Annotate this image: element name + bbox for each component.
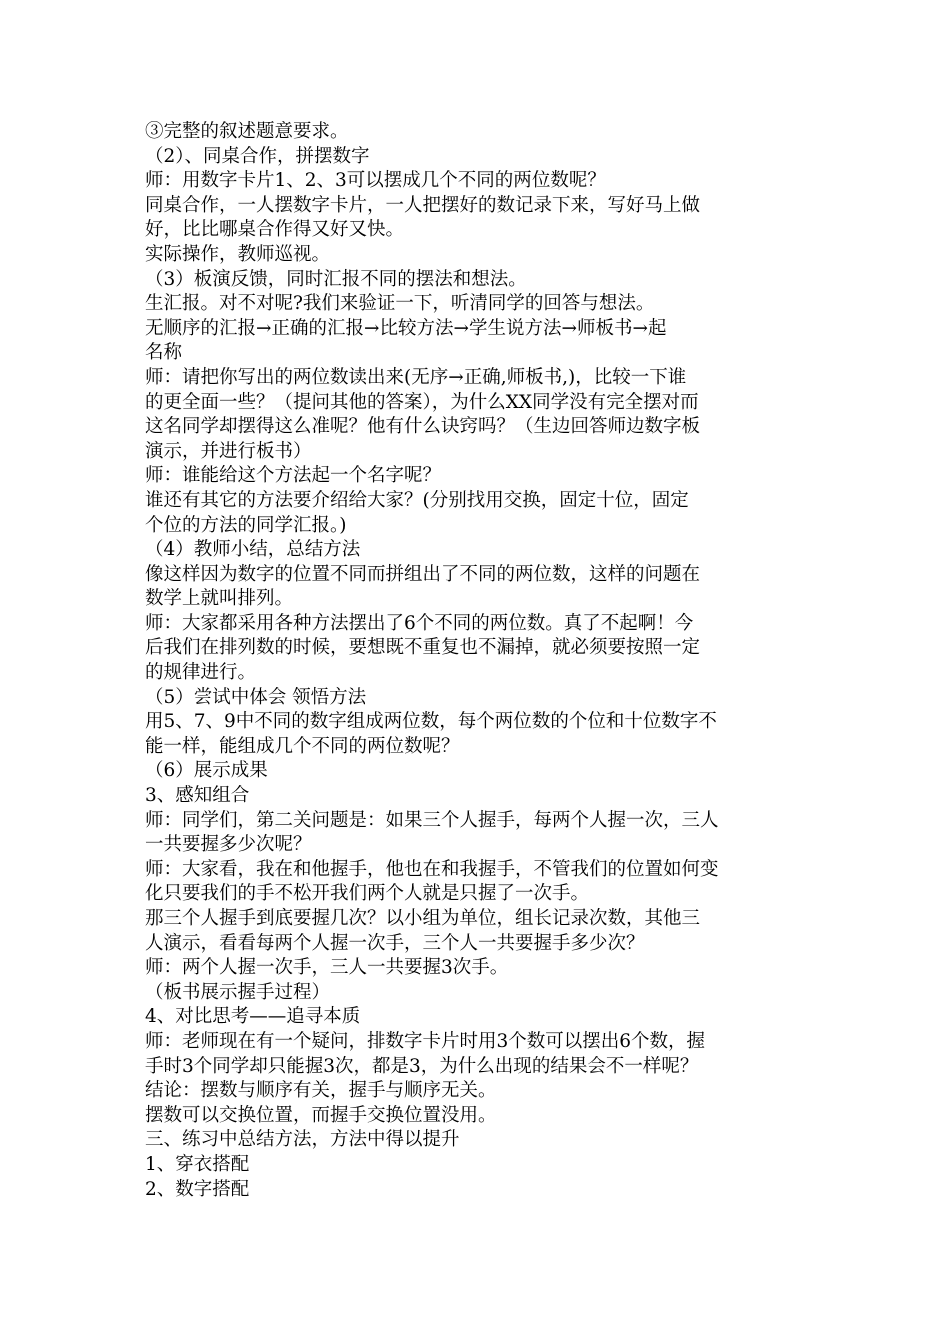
text-line: 能一样，能组成几个不同的两位数呢？: [145, 735, 460, 757]
text-line: 个位的方法的同学汇报。): [145, 514, 347, 536]
text-line: 人演示，看看每两个人握一次手，三个人一共要握手多少次？: [145, 932, 645, 954]
text-line: 师：请把你写出的两位数读出来(无序→正确,师板书,)，比较一下谁: [145, 366, 687, 388]
text-line: （板书展示握手过程）: [145, 981, 331, 1003]
text-line: 的规律进行。: [145, 662, 257, 684]
text-line: 名称: [145, 342, 183, 364]
text-line: 三、练习中总结方法，方法中得以提升: [145, 1129, 460, 1151]
text-line: 手时3个同学却只能握3次，都是3，为什么出现的结果会不一样呢？: [145, 1055, 699, 1077]
text-line: 像这样因为数字的位置不同而拼组出了不同的两位数，这样的问题在: [145, 563, 701, 585]
text-line: 4、对比思考——追寻本质: [145, 1006, 361, 1028]
text-line: 这名同学却摆得这么准呢？他有什么诀窍吗？（生边回答师边数字板: [145, 416, 701, 438]
text-line: 师：大家都采用各种方法摆出了6个不同的两位数。真了不起啊！今: [145, 612, 694, 634]
text-line: 师：两个人握一次手，三人一共要握3次手。: [145, 957, 509, 979]
text-line: 谁还有其它的方法要介绍给大家？(分别找用交换，固定十位，固定: [145, 489, 689, 511]
text-line: 师：同学们，第二关问题是：如果三个人握手，每两个人握一次，三人: [145, 809, 719, 831]
text-line: 生汇报。对不对呢?我们来验证一下，听清同学的回答与想法。: [145, 293, 655, 315]
text-line: 用5、7、9中不同的数字组成两位数，每个两位数的个位和十位数字不: [145, 711, 717, 733]
text-line: 一共要握多少次呢？: [145, 834, 312, 856]
text-line: （4）教师小结，总结方法: [145, 539, 361, 561]
text-line: 师：谁能给这个方法起一个名字呢？: [145, 465, 442, 487]
text-line: 结论：摆数与顺序有关，握手与顺序无关。: [145, 1080, 497, 1102]
text-line: 师：用数字卡片1、2、3可以摆成几个不同的两位数呢？: [145, 170, 606, 192]
text-line: 无顺序的汇报→正确的汇报→比较方法→学生说方法→师板书→起: [145, 317, 667, 339]
text-line: 同桌合作，一人摆数字卡片，一人把摆好的数记录下来，写好马上做: [145, 194, 701, 216]
text-line: 摆数可以交换位置，而握手交换位置没用。: [145, 1104, 497, 1126]
text-line: 好，比比哪桌合作得又好又快。: [145, 219, 405, 241]
text-line: （5）尝试中体会 领悟方法: [145, 686, 367, 708]
text-line: 化只要我们的手不松开我们两个人就是只握了一次手。: [145, 883, 590, 905]
text-line: 2、数字搭配: [145, 1178, 250, 1200]
text-line: （3）板演反馈，同时汇报不同的摆法和想法。: [145, 268, 527, 290]
text-line: （2）、同桌合作，拼摆数字: [145, 145, 370, 167]
text-line: 1、穿衣搭配: [145, 1153, 250, 1175]
text-line: 后我们在排列数的时候，要想既不重复也不漏掉，就必须要按照一定: [145, 637, 701, 659]
text-line: ③完整的叙述题意要求。: [145, 121, 349, 142]
text-line: 数学上就叫排列。: [145, 588, 294, 610]
text-line: 的更全面一些？（提问其他的答案），为什么XX同学没有完全摆对而: [145, 391, 699, 413]
text-line: 师：老师现在有一个疑问，排数字卡片时用3个数可以摆出6个数，握: [145, 1030, 706, 1052]
text-line: 3、感知组合: [145, 785, 250, 807]
text-line: 师：大家看，我在和他握手，他也在和我握手，不管我们的位置如何变: [145, 858, 719, 880]
text-line: 那三个人握手到底要握几次？以小组为单位，组长记录次数，其他三: [145, 908, 701, 929]
document-body: [145, 120, 820, 1202]
text-line: 实际操作，教师巡视。: [145, 243, 331, 265]
text-line: （6）展示成果: [145, 760, 268, 782]
text-line: 演示，并进行板书）: [145, 440, 312, 462]
